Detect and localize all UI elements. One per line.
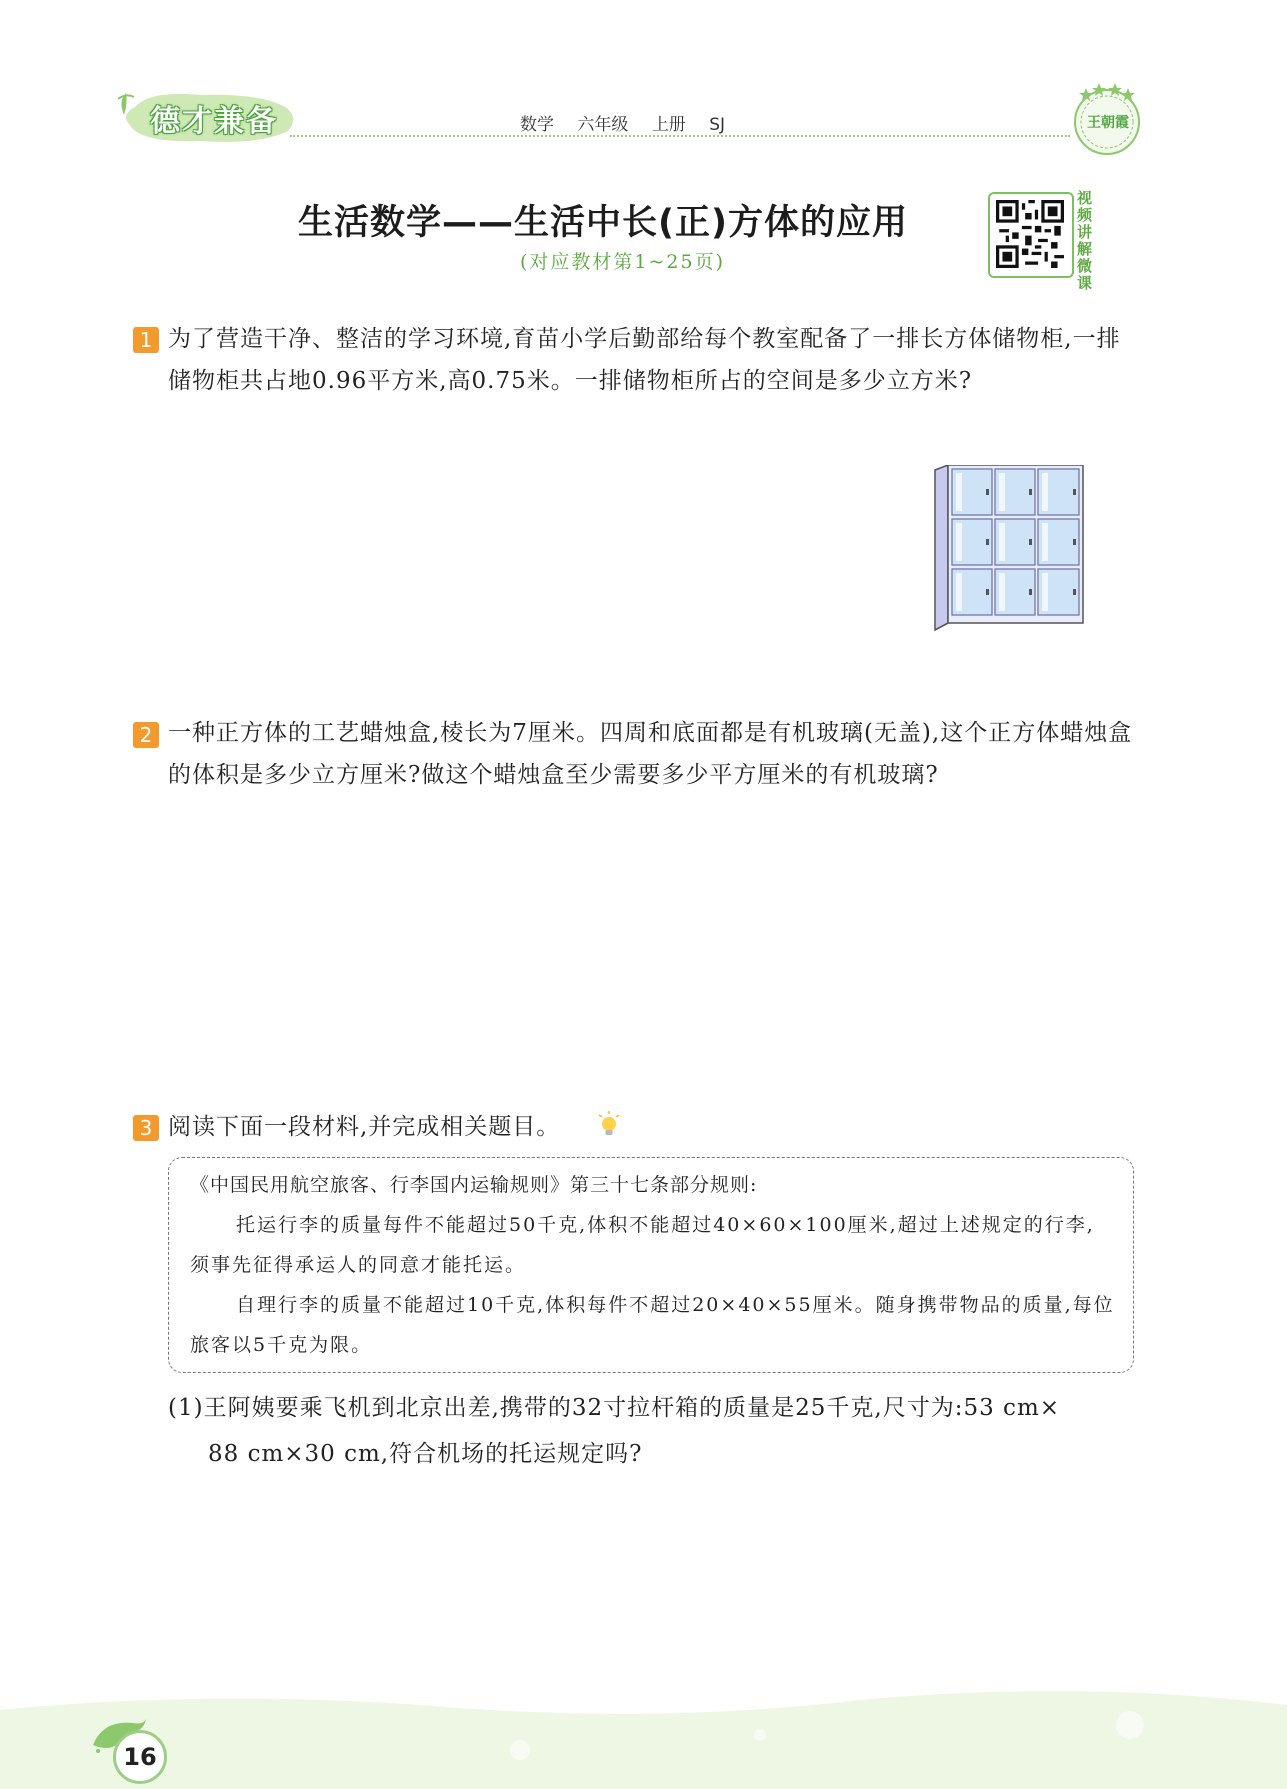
author-seal: [1066, 78, 1148, 160]
rules-paragraph-2: 自理行李的质量不能超过10千克,体积每件不超过20×40×55厘米。随身携带物品的质量,每位旅客以5千克为限。: [190, 1294, 1115, 1356]
footer-background: [0, 1680, 1287, 1789]
storage-cabinet-illustration: [930, 465, 1085, 635]
header-grade: 六年级: [577, 115, 629, 135]
question-number-3: 3: [133, 1115, 159, 1141]
question-number-1: 1: [133, 327, 159, 353]
subquestion-1-line-2: 88 cm×30 cm,符合机场的托运规定吗?: [208, 1441, 643, 1467]
question-text-1: 为了营造干净、整洁的学习环境,育苗小学后勤部给每个教室配备了一排长方体储物柜,一排储物柜共占地0.96平方米,高0.75米。一排储物柜所占的空间是多少立方米?: [168, 326, 1121, 394]
brand-text: 德才兼备: [150, 104, 278, 139]
header-info: [520, 110, 739, 135]
question-text-3: 阅读下面一段材料,并完成相关题目。: [168, 1114, 561, 1140]
page-number: 16: [113, 1730, 167, 1784]
qr-code-icon[interactable]: [996, 200, 1064, 268]
header-edition: SJ: [709, 115, 726, 135]
header-divider: [290, 135, 1070, 137]
question-text-2: 一种正方体的工艺蜡烛盒,棱长为7厘米。四周和底面都是有机玻璃(无盖),这个正方体蜡烛盒的体积是多少立方厘米?做这个蜡烛盒至少需要多少平方厘米的有机玻璃?: [168, 720, 1133, 788]
rules-paragraph-1: 托运行李的质量每件不能超过50千克,体积不能超过40×60×100厘米,超过上述规定的行李,须事先征得承运人的同意才能托运。: [190, 1214, 1095, 1276]
header-subject: 数学: [520, 115, 554, 135]
lightbulb-icon: [597, 1111, 621, 1139]
header-volume: 上册: [651, 115, 686, 135]
seal-text: 王朝霞: [1087, 115, 1129, 131]
subquestion-1-line-1: (1)王阿姨要乘飞机到北京出差,携带的32寸拉杆箱的质量是25千克,尺寸为:53 cm×: [168, 1395, 1061, 1421]
page-title: 生活数学——生活中长(正)方体的应用: [298, 203, 908, 243]
subquestion-1: [168, 1385, 1138, 1477]
qr-caption: 视频讲解微课: [1077, 189, 1093, 292]
page-subtitle: (对应教材第1~25页): [520, 251, 726, 273]
question-number-2: 2: [133, 722, 159, 748]
rules-title: 《中国民用航空旅客、行李国内运输规则》第三十七条部分规则:: [190, 1174, 758, 1196]
